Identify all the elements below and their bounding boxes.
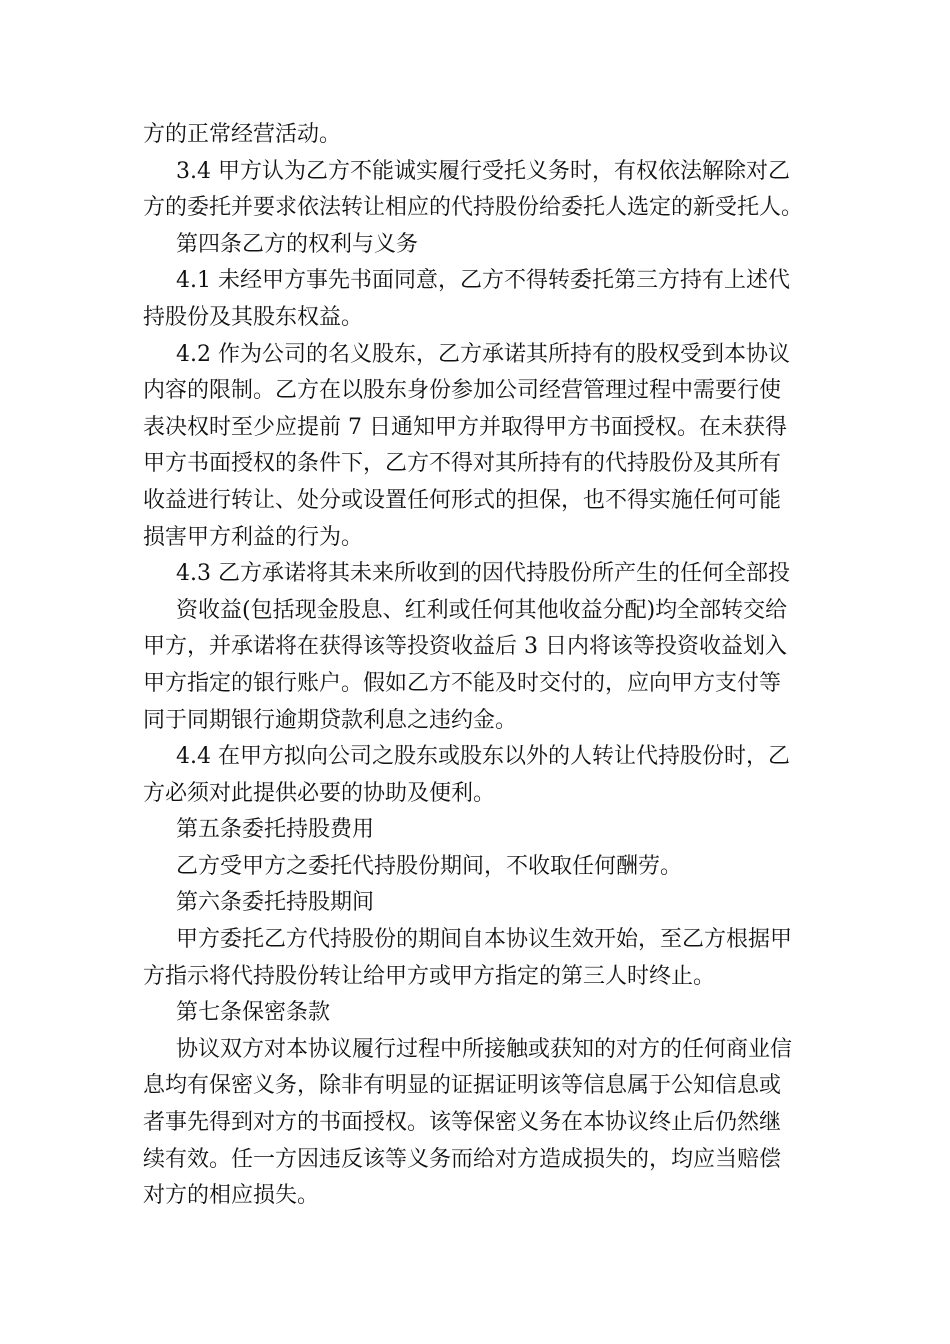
- text-line: 4.1 未经甲方事先书面同意，乙方不得转委托第三方持有上述代: [176, 268, 790, 294]
- text-line: 息均有保密义务，除非有明显的证据证明该等信息属于公知信息或: [143, 1073, 782, 1099]
- text-line: 对方的相应损失。: [143, 1183, 320, 1209]
- text-line: 4.2 作为公司的名义股东，乙方承诺其所持有的股权受到本协议: [176, 341, 790, 367]
- text-line: 甲方，并承诺将在获得该等投资收益后 3 日内将该等投资收益划入: [143, 634, 787, 660]
- text-line: 协议双方对本协议履行过程中所接触或获知的对方的任何商业信: [176, 1036, 793, 1062]
- section-heading: 第四条乙方的权利与义务: [176, 231, 419, 257]
- document-body: [143, 117, 807, 1215]
- text-line: 4.3 乙方承诺将其未来所收到的因代持股份所产生的任何全部投: [176, 561, 790, 587]
- text-line: 方必须对此提供必要的协助及便利。: [143, 780, 496, 806]
- text-line: 收益进行转让、处分或设置任何形式的担保，也不得实施任何可能: [143, 487, 782, 513]
- text-line: 3.4 甲方认为乙方不能诚实履行受托义务时，有权依法解除对乙: [176, 158, 790, 184]
- text-line: 4.4 在甲方拟向公司之股东或股东以外的人转让代持股份时，乙: [176, 744, 790, 770]
- text-line: 乙方受甲方之委托代持股份期间，不收取任何酬劳。: [176, 853, 683, 879]
- text-line: 方的委托并要求依法转让相应的代持股份给委托人选定的新受托人。: [143, 195, 804, 221]
- text-line: 内容的限制。乙方在以股东身份参加公司经营管理过程中需要行使: [143, 378, 782, 404]
- text-line: 方的正常经营活动。: [143, 122, 342, 147]
- text-line: 者事先得到对方的书面授权。该等保密义务在本协议终止后仍然继: [143, 1110, 782, 1136]
- text-line: 方指示将代持股份转让给甲方或甲方指定的第三人时终止。: [143, 963, 716, 989]
- section-heading: 第五条委托持股费用: [176, 817, 375, 843]
- text-line: 甲方委托乙方代持股份的期间自本协议生效开始，至乙方根据甲: [176, 927, 793, 953]
- text-line: 甲方指定的银行账户。假如乙方不能及时交付的，应向甲方支付等: [143, 670, 782, 696]
- section-heading: 第六条委托持股期间: [176, 890, 375, 916]
- text-line: 持股份及其股东权益。: [143, 304, 364, 330]
- text-line: 续有效。任一方因违反该等义务而给对方造成损失的，均应当赔偿: [143, 1146, 782, 1172]
- text-line: 资收益(包括现金股息、红利或任何其他收益分配)均全部转交给: [176, 597, 788, 623]
- text-line: 损害甲方利益的行为。: [143, 524, 364, 550]
- section-heading: 第七条保密条款: [176, 1000, 331, 1026]
- text-line: 同于同期银行逾期贷款利息之违约金。: [143, 707, 518, 733]
- text-line: 表决权时至少应提前 7 日通知甲方并取得甲方书面授权。在未获得: [143, 414, 787, 440]
- text-line: 甲方书面授权的条件下，乙方不得对其所持有的代持股份及其所有: [143, 451, 782, 477]
